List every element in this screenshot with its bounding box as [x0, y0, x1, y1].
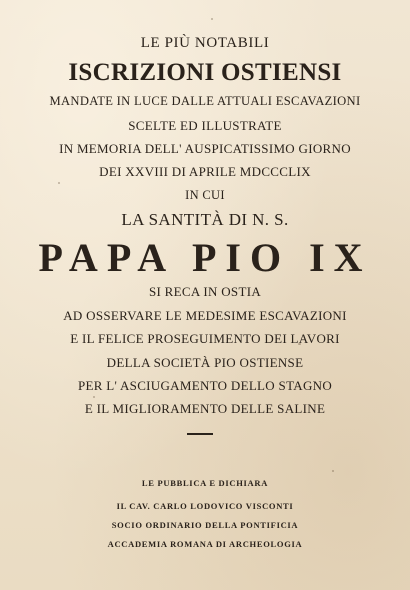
author-line-1: LE PUBBLICA E DICHIARA	[141, 478, 269, 488]
heading-line-5: IN MEMORIA DELL' AUSPICATISSIMO GIORNO	[59, 141, 351, 156]
author-line-2: IL CAV. CARLO LODOVICO VISCONTI	[116, 501, 294, 511]
heading-line-7: IN CUI	[185, 188, 225, 202]
heading-line-11: AD OSSERVARE LE MEDESIME ESCAVAZIONI	[63, 308, 347, 323]
heading-line-10: SI RECA IN OSTIA	[148, 284, 262, 299]
foxing-spot	[211, 18, 213, 20]
foxing-spot	[93, 396, 95, 398]
heading-line-15: E IL MIGLIORAMENTO DELLE SALINE	[84, 401, 326, 416]
foxing-spot	[58, 182, 60, 184]
pope-name: PAPA PIO IX	[38, 235, 372, 280]
date-line: DEI XXVIII DI APRILE MDCCCLIX	[99, 164, 311, 179]
heading-line-3: MANDATE IN LUCE DALLE ATTUALI ESCAVAZIONI	[49, 94, 361, 108]
heading-line-14: PER L' ASCIUGAMENTO DELLO STAGNO	[77, 378, 333, 393]
author-line-3: SOCIO ORDINARIO DELLA PONTIFICIA	[111, 520, 299, 530]
divider-rule	[187, 433, 213, 435]
heading-line-13: DELLA SOCIETÀ PIO OSTIENSE	[106, 355, 304, 370]
heading-line-4: SCELTE ED ILLUSTRATE	[128, 118, 282, 133]
main-title: ISCRIZIONI OSTIENSI	[68, 59, 342, 86]
heading-line-1: LE PIÙ NOTABILI	[140, 35, 270, 51]
heading-line-8: LA SANTITÀ DI N. S.	[121, 210, 289, 229]
foxing-spot	[332, 470, 334, 472]
foxing-spot	[298, 343, 301, 345]
heading-line-12: E IL FELICE PROSEGUIMENTO DEI LAVORI	[70, 331, 340, 346]
author-line-4: ACCADEMIA ROMANA DI ARCHEOLOGIA	[107, 539, 303, 549]
